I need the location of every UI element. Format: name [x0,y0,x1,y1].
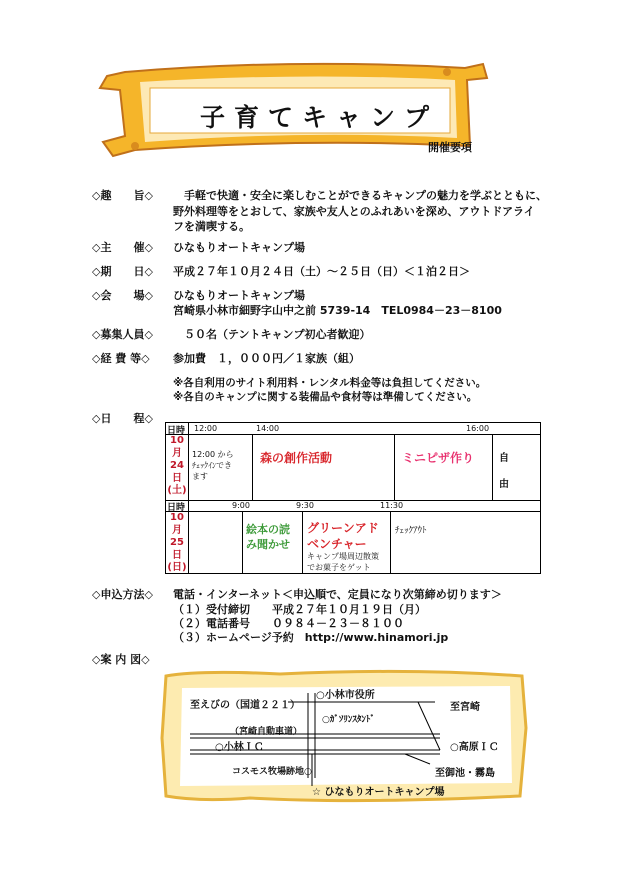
row-text-date: 平成２７年１０月２４日（土）～２５日（日）＜１泊２日＞ [173,265,470,278]
row-text-cost: 参加費 １，０００円／１家族（組） [173,352,360,365]
row-text-venue-1: ひなもりオートキャンプ場 [173,289,305,302]
divider [492,434,493,500]
date-part: 月 [172,524,182,536]
checkout-text: ﾁｪｯｸｱｳﾄ [395,526,427,536]
map-road-ebino: 至えびの（国道２２１） [190,700,300,711]
sched-time: 16:00 [466,424,490,433]
sched-time: 9:00 [232,501,250,510]
page-title: 子育てキャンプ [200,103,439,132]
sched-time: 12:00 [194,424,218,433]
map-label: ◇案 内 図◇ [92,653,150,666]
apply-line-3: （２）電話番号 ０９８４－２３－８１００ [173,617,404,630]
event-picture-book-2: み聞かせ [246,538,290,551]
note-line-1: ※各自利用のサイト利用料・レンタル料金等は負担してください。 [173,377,487,389]
apply-line-1: 電話・インターネット＜申込順で、定員になり次第締め切ります＞ [173,588,502,601]
map-campsite: ☆ ひなもりオートキャンプ場 [312,787,445,798]
apply-line-4: （３）ホームページ予約 http://www.hinamori.jp [173,631,449,644]
sched-hdr-1: 日時 [167,426,186,436]
row-label-venue: ◇会 場◇ [92,289,153,302]
divider [252,434,253,500]
map-cosmos-text: コスモス牧場跡地 [232,767,305,777]
event-green-adventure-2: ベンチャー [307,537,367,551]
sched-hdr-2: 日時 [167,503,186,513]
event-picture-book-1: 絵本の読 [246,523,290,536]
row-text-purpose-1: 手軽で快適・安全に楽しむことができるキャンプの魅力を学ぶとともに、 [173,189,547,202]
row-label-cost: ◇経 費 等◇ [92,352,150,365]
date-part: 25 [170,537,184,548]
map-city-hall: ○小林市役所 [316,690,375,701]
sched-time: 14:00 [256,424,280,433]
date-part: 日 [172,472,182,484]
date-part: (日) [167,562,187,573]
date-part: 日 [172,549,182,561]
row-label-date: ◇期 日◇ [92,265,153,278]
event-forest-craft: 森の創作活動 [260,451,333,465]
date-part: 10 [170,512,184,523]
divider [166,511,540,512]
date-part: 24 [170,460,184,471]
map-to-gomiike: 至御池・霧島 [435,768,495,779]
green-adventure-sub-2: でお菓子をゲット [307,563,371,572]
map-takaharu-ic-text: 高原ＩＣ [458,742,499,753]
checkin-text: 12:00 から ﾁｪｯｸｲﾝでき ます [192,450,234,481]
row-text-host: ひなもりオートキャンプ場 [173,241,305,254]
map-cosmos: コスモス牧場跡地○ [232,767,312,777]
guide-map [160,668,530,803]
event-mini-pizza: ミニピザ作り [402,451,475,465]
row-label-purpose: ◇趣 旨◇ [92,189,153,202]
map-to-miyazaki: 至宮崎 [450,702,480,713]
map-campsite-text: ひなもりオートキャンプ場 [324,787,445,798]
apply-label: ◇申込方法◇ [92,588,153,601]
row-label-host: ◇主 催◇ [92,241,153,254]
day2-date [167,512,187,575]
map-gas-station: ○ｶﾞｿﾘﾝｽﾀﾝﾄﾞ [322,715,375,725]
row-text-capacity: ５０名（テントキャンプ初心者歓迎） [173,328,371,341]
divider [188,423,189,573]
day1-date [167,435,187,498]
event-free-1: 自 [499,453,509,464]
row-text-purpose-3: フを満喫する。 [173,220,250,233]
divider [394,434,395,500]
row-label-capacity: ◇募集人員◇ [92,328,153,341]
map-takaharu-ic: ○高原ＩＣ [450,742,499,753]
event-free-2: 由 [499,479,509,490]
divider [166,500,540,501]
divider [242,511,243,573]
divider [166,434,540,435]
date-part: 月 [172,447,182,459]
date-part: 10 [170,435,184,446]
sched-time: 9:30 [296,501,314,510]
divider [390,511,391,573]
page-subtitle: 開催要項 [428,141,472,154]
map-kobayashi-ic: ○小林ＩＣ [215,742,264,753]
note-line-2: ※各自のキャンプに関する装備品や食材等は準備してください。 [173,391,478,403]
event-green-adventure-1: グリーンアド [307,521,379,535]
schedule-label: ◇日 程◇ [92,412,153,425]
schedule-table [165,422,541,574]
map-expressway: （宮崎自動車道） [230,727,303,737]
green-adventure-sub-1: キャンプ場周辺散策 [307,552,379,561]
row-text-venue-2: 宮崎県小林市細野字山中之前 5739-14 TEL0984－23－8100 [173,304,502,317]
row-text-purpose-2: 野外料理等をとおして、家族や友人とのふれあいを深め、アウトドアライ [173,205,535,218]
date-part: (土) [167,485,187,496]
map-kobayashi-ic-text: 小林ＩＣ [223,742,264,753]
map-city-hall-text: 小林市役所 [324,690,375,701]
divider [302,511,303,573]
apply-line-2: （１）受付締切 平成２７年１０月１９日（月） [173,603,426,616]
sched-time: 11:30 [380,501,404,510]
map-gas-station-text: ｶﾞｿﾘﾝｽﾀﾝﾄﾞ [329,715,375,725]
